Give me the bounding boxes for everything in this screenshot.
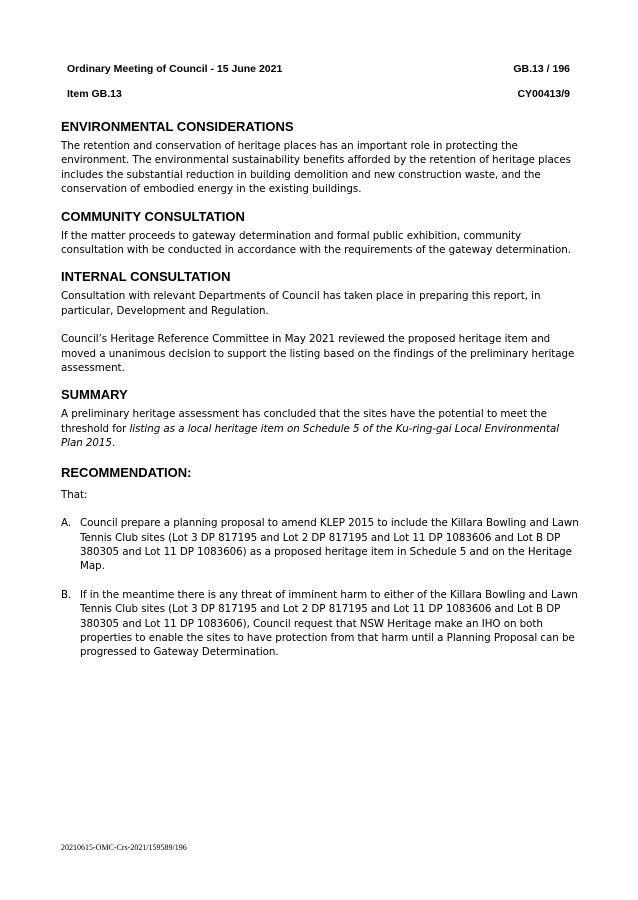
report-body <box>61 119 581 660</box>
internal-paragraph-2: Council’s Heritage Reference Committee in May 2021 reviewed the proposed heritage item and moved a unanimous decision to support the listing based on the findings of the preliminary heritage assessment. <box>61 333 575 375</box>
recommendation-heading: RECOMMENDATION: <box>61 464 192 480</box>
list-marker: A. <box>61 517 72 530</box>
internal-heading: INTERNAL CONSULTATION <box>61 269 231 285</box>
summary-text-end: . <box>111 437 116 450</box>
environmental-paragraph: The retention and conservation of heritage places has an important role in protecting the environment. The environmental sustainability benefits afforded by the retention of heritage places includes the substantial reduction in building demolition and new construction waste, and the conservation of embodied energy in the existing buildings. <box>61 140 571 196</box>
item-label: Item GB.13 <box>67 88 122 100</box>
community-section <box>61 209 581 258</box>
summary-paragraph <box>61 407 581 450</box>
recommendation-section <box>61 465 581 660</box>
environmental-heading: ENVIRONMENTAL CONSIDERATIONS <box>61 119 294 134</box>
list-marker: B. <box>61 588 72 601</box>
list-item-text: If in the meantime there is any threat of imminent harm to either of the Killara Bowling and Lawn Tennis Club sites (Lot 3 DP 817195 and Lot 2 DP 817195 and Lot 11 DP 1083606 and Lot B DP 380305 and Lot 11 DP 1083606), Council request that NSW Heritage make an IHO on both properties to enable the sites to have protection from that harm until a Planning Proposal can be progressed to Gateway Determination. <box>80 588 578 659</box>
file-reference: CY00413/9 <box>517 88 570 100</box>
community-heading: COMMUNITY CONSULTATION <box>61 208 245 224</box>
environmental-section <box>61 119 581 197</box>
page-reference: GB.13 / 196 <box>513 63 570 75</box>
internal-section <box>61 269 581 375</box>
community-paragraph: If the matter proceeds to gateway determination and formal public exhibition, community consultation with be conducted in accordance with the requirements of the gateway determination. <box>61 229 571 257</box>
list-item-text: Council prepare a planning proposal to amend KLEP 2015 to include the Killara Bowling and Lawn Tennis Club sites (Lot 3 DP 817195 and Lot 2 DP 817195 and Lot 11 DP 1083606 and Lot B DP 380305 and Lot 11 DP 1083606) as a proposed heritage item in Schedule 5 and on the Heritage Map. <box>80 517 579 573</box>
list-item <box>61 588 581 660</box>
summary-italic-text: listing as a local heritage item on Schedule 5 of the Ku-ring-gai Local Environmental Plan 2015 <box>61 422 560 450</box>
recommendation-intro: That: <box>61 488 88 501</box>
footer-document-id: 20210615-OMC-Crs-2021/159589/196 <box>61 843 187 852</box>
recommendation-list <box>61 516 581 660</box>
list-item <box>61 516 581 574</box>
internal-paragraph-1: Consultation with relevant Departments of Council has taken place in preparing this report, in particular, Development and Regulation. <box>61 290 541 317</box>
summary-section <box>61 387 581 450</box>
summary-text: A preliminary heritage assessment has concluded that the sites have the potential to meet the threshold for <box>61 408 547 435</box>
summary-heading: SUMMARY <box>61 387 128 403</box>
meeting-title: Ordinary Meeting of Council - 15 June 2021 <box>67 63 283 75</box>
